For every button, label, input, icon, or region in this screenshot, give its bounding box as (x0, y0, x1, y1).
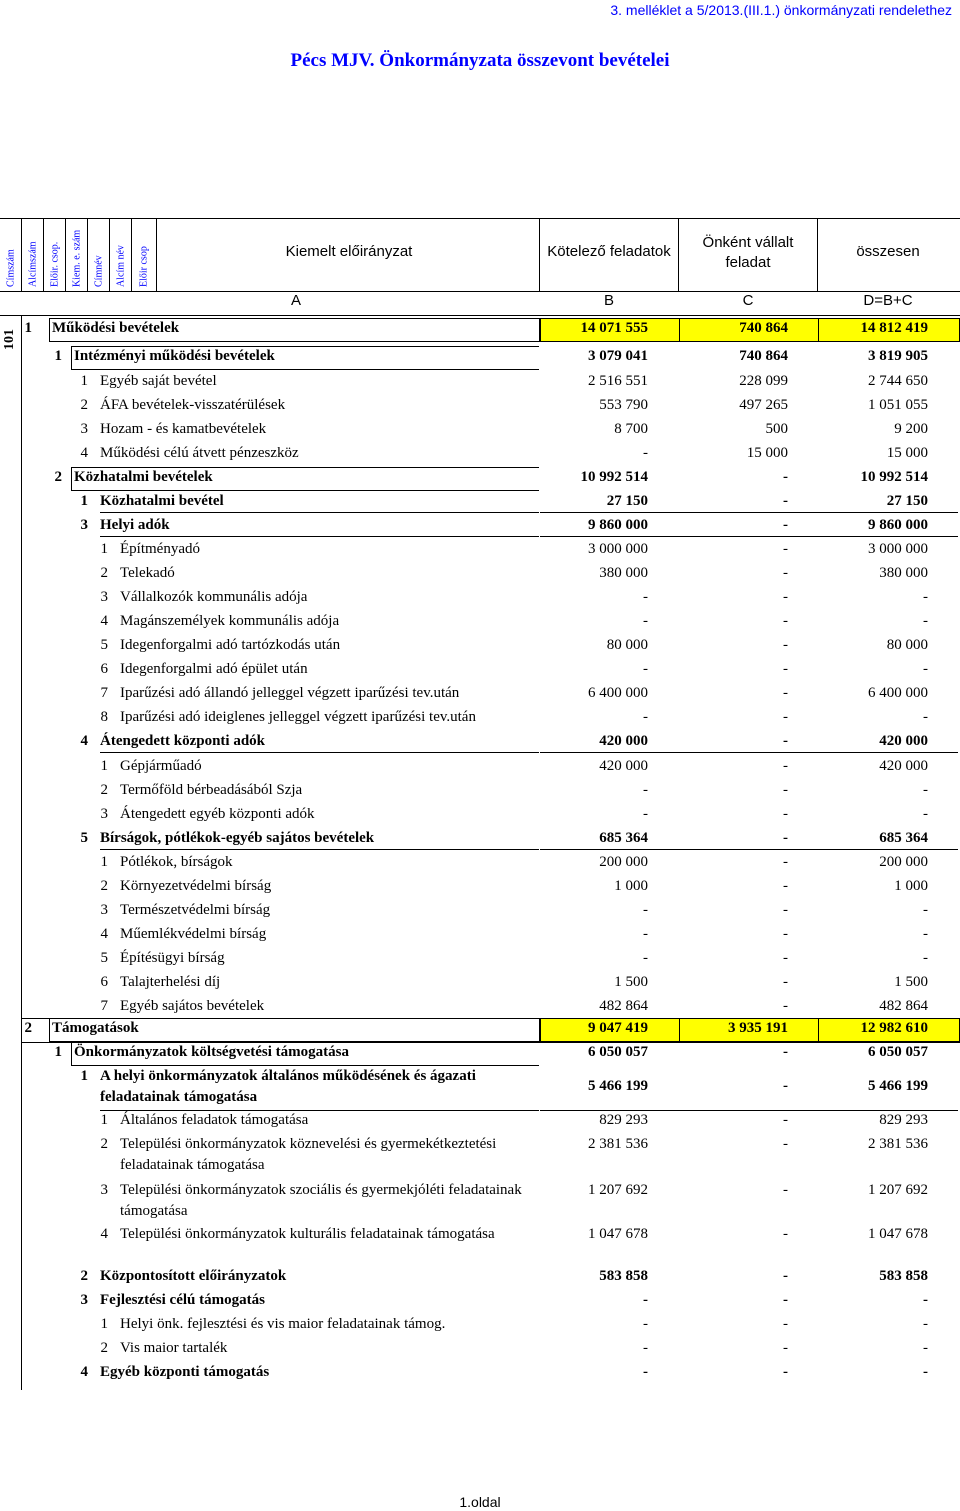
value-voluntary: - (783, 878, 788, 894)
row-label: Működési célú átvett pénzeszköz (100, 445, 299, 461)
row-number: 1 (80, 493, 88, 509)
row-number: 2 (24, 1020, 32, 1036)
header-col-kiem-szam (66, 219, 88, 291)
value-mandatory: - (643, 782, 648, 798)
value-total: - (923, 661, 928, 677)
value-voluntary: - (783, 926, 788, 942)
header-col-b: Kötelező feladatok (547, 243, 671, 260)
header-label: Előir csop (138, 246, 150, 287)
header-label: Alcím név (115, 245, 126, 287)
value-total: 9 860 000 (868, 517, 928, 533)
row-number: 2 (100, 1340, 108, 1356)
row-label: A helyi önkormányzatok általános működésének és ágazati feladatainak támogatása (100, 1068, 476, 1105)
value-total: 1 207 692 (868, 1182, 928, 1198)
row-number: 3 (100, 902, 108, 918)
value-total: 420 000 (879, 733, 928, 749)
value-mandatory: - (643, 661, 648, 677)
value-total: 3 819 905 (868, 348, 928, 364)
row-label: Hozam - és kamatbevételek (100, 421, 267, 437)
value-mandatory: - (643, 950, 648, 966)
row-number: 1 (100, 541, 108, 557)
value-voluntary: - (783, 1044, 788, 1060)
row-label: Idegenforgalmi adó épület után (120, 661, 308, 677)
row-number: 3 (80, 1292, 88, 1308)
row-number: 4 (80, 733, 88, 749)
row-label: Általános feladatok támogatása (120, 1112, 309, 1128)
value-mandatory: 9 860 000 (588, 517, 648, 533)
row-label: Működési bevételek (52, 320, 180, 336)
value-voluntary: - (783, 589, 788, 605)
value-voluntary: - (783, 637, 788, 653)
value-mandatory: 80 000 (606, 637, 648, 653)
value-total: 15 000 (886, 445, 928, 461)
value-voluntary: 497 265 (739, 397, 788, 413)
row-label: Helyi adók (100, 517, 170, 533)
value-voluntary: - (783, 830, 788, 846)
row-number: 3 (100, 589, 108, 605)
value-mandatory: 420 000 (599, 733, 648, 749)
value-voluntary: 15 000 (746, 445, 788, 461)
header-label: Alcímszám (27, 241, 38, 287)
value-mandatory: - (643, 709, 648, 725)
value-total: 12 982 610 (860, 1020, 928, 1036)
value-mandatory: 3 000 000 (588, 541, 648, 557)
row-number: 2 (80, 1268, 88, 1284)
value-mandatory: 200 000 (599, 854, 648, 870)
row-number: 1 (24, 320, 32, 336)
value-mandatory: 1 000 (614, 878, 648, 894)
value-total: - (923, 589, 928, 605)
value-voluntary: - (783, 782, 788, 798)
header-label: Kiem. e. szám (71, 229, 82, 287)
header-label: Címnév (93, 255, 104, 287)
value-mandatory: - (643, 1316, 648, 1332)
value-voluntary: - (783, 1078, 788, 1094)
value-voluntary: - (783, 1292, 788, 1308)
row-label: Telekadó (120, 565, 175, 581)
value-voluntary: - (783, 1226, 788, 1242)
value-voluntary: - (783, 998, 788, 1014)
value-mandatory: 420 000 (599, 758, 648, 774)
value-total: 14 812 419 (860, 320, 928, 336)
row-number: 3 (100, 806, 108, 822)
table-header (0, 218, 960, 292)
value-total: 1 051 055 (868, 397, 928, 413)
row-number: 1 (100, 1316, 108, 1332)
row-number: 5 (80, 830, 88, 846)
value-mandatory: 6 400 000 (588, 685, 648, 701)
value-mandatory: 2 516 551 (588, 373, 648, 389)
row-label: Építményadó (120, 541, 200, 557)
row-number: 4 (100, 613, 108, 629)
header-col-d: összesen (856, 243, 920, 260)
value-total: 5 466 199 (868, 1078, 928, 1094)
value-mandatory: 482 864 (599, 998, 648, 1014)
value-total: 583 858 (879, 1268, 928, 1284)
page-title: Pécs MJV. Önkormányzata összevont bevételei (290, 50, 670, 71)
letter-b: B (603, 292, 614, 309)
row-label: Egyéb saját bevétel (100, 373, 217, 389)
value-total: 2 744 650 (868, 373, 928, 389)
value-voluntary: - (783, 1268, 788, 1284)
value-total: 80 000 (886, 637, 928, 653)
value-voluntary: - (783, 1364, 788, 1380)
value-voluntary: - (783, 565, 788, 581)
row-number: 2 (100, 565, 108, 581)
value-mandatory: - (643, 613, 648, 629)
value-mandatory: - (643, 806, 648, 822)
value-mandatory: - (643, 589, 648, 605)
value-mandatory: 1 207 692 (588, 1182, 648, 1198)
letter-d: D=B+C (863, 292, 913, 309)
value-total: 2 381 536 (868, 1136, 928, 1152)
value-total: 6 400 000 (868, 685, 928, 701)
value-mandatory: 27 150 (606, 493, 648, 509)
value-voluntary: - (783, 1340, 788, 1356)
row-label: Helyi önk. fejlesztési és vis maior feladatainak támog. (120, 1316, 446, 1332)
row-underline (100, 512, 539, 513)
value-voluntary: - (783, 733, 788, 749)
row-label: Iparűzési adó állandó jelleggel végzett iparűzési tev.után (120, 685, 460, 701)
row-label: Átengedett központi adók (100, 733, 266, 749)
row-number: 7 (100, 685, 108, 701)
row-label: Egyéb sajátos bevételek (120, 998, 265, 1014)
value-voluntary: 740 864 (739, 320, 788, 336)
value-total: 1 500 (894, 974, 928, 990)
header-col-cimszam (0, 219, 22, 291)
value-total: 27 150 (886, 493, 928, 509)
row-label: Intézményi működési bevételek (74, 348, 275, 364)
row-number: 8 (100, 709, 108, 725)
value-total: - (923, 782, 928, 798)
header-col-c: Önként vállalt feladat (702, 234, 794, 271)
row-label: Műemlékvédelmi bírság (120, 926, 267, 942)
header-label: Címszám (5, 249, 16, 287)
header-col-cimnev (88, 219, 110, 291)
value-voluntary: - (783, 974, 788, 990)
row-number: 4 (100, 1226, 108, 1242)
value-mandatory: 5 466 199 (588, 1078, 648, 1094)
value-total: - (923, 1340, 928, 1356)
row-number: 1 (80, 1068, 88, 1084)
row-label: Vállalkozók kommunális adója (120, 589, 308, 605)
value-mandatory: 9 047 419 (588, 1020, 648, 1036)
annex-reference: 3. melléklet a 5/2013.(III.1.) önkormányzati rendelethez (610, 2, 952, 18)
row-underline (100, 752, 539, 753)
row-number: 6 (100, 661, 108, 677)
value-total: 685 364 (879, 830, 928, 846)
value-total: - (923, 926, 928, 942)
value-voluntary: - (783, 1112, 788, 1128)
letter-a: A (290, 292, 301, 309)
row-number: 2 (80, 397, 88, 413)
value-mandatory: 8 700 (614, 421, 648, 437)
value-voluntary: - (783, 1316, 788, 1332)
row-number: 1 (100, 854, 108, 870)
value-total: 420 000 (879, 758, 928, 774)
row-label: Bírságok, pótlékok-egyéb sajátos bevételek (100, 830, 375, 846)
value-mandatory: - (643, 1292, 648, 1308)
value-mandatory: 3 079 041 (588, 348, 648, 364)
value-total: 829 293 (879, 1112, 928, 1128)
value-voluntary: - (783, 613, 788, 629)
row-number: 4 (100, 926, 108, 942)
page-number: 1.oldal (459, 1494, 501, 1510)
value-total: 1 000 (894, 878, 928, 894)
value-total: 9 200 (894, 421, 928, 437)
row-number: 2 (54, 469, 62, 485)
row-label: Települési önkormányzatok köznevelési és gyermekétkeztetési feladatainak támogatása (120, 1136, 497, 1173)
value-voluntary: - (783, 1182, 788, 1198)
header-label: Előir. csop. (49, 241, 60, 287)
value-total: - (923, 709, 928, 725)
value-mandatory: 553 790 (599, 397, 648, 413)
row-label: Települési önkormányzatok kulturális feladatainak támogatása (120, 1226, 495, 1242)
row-number: 3 (100, 1182, 108, 1198)
row-label: Közhatalmi bevételek (74, 469, 213, 485)
value-mandatory: - (643, 1364, 648, 1380)
row-number: 2 (100, 878, 108, 894)
row-number: 4 (80, 445, 88, 461)
value-mandatory: 829 293 (599, 1112, 648, 1128)
row-number: 3 (80, 421, 88, 437)
value-total: 1 047 678 (868, 1226, 928, 1242)
row-number: 1 (54, 348, 62, 364)
header-col-eloir-csop (44, 219, 66, 291)
value-mandatory: - (643, 902, 648, 918)
row-underline (100, 1110, 539, 1111)
header-col-a: Kiemelt előirányzat (285, 243, 413, 260)
row-label: Fejlesztési célú támogatás (100, 1292, 265, 1308)
value-voluntary: - (783, 541, 788, 557)
row-underline (100, 536, 539, 537)
value-mandatory: 2 381 536 (588, 1136, 648, 1152)
row-number: 2 (100, 782, 108, 798)
row-number: 5 (100, 637, 108, 653)
value-total: 6 050 057 (868, 1044, 928, 1060)
row-label: Települési önkormányzatok szociális és gyermekjóléti feladatainak támogatása (120, 1182, 522, 1219)
value-voluntary: - (783, 661, 788, 677)
value-voluntary: - (783, 1136, 788, 1152)
value-mandatory: 685 364 (599, 830, 648, 846)
value-mandatory: - (643, 926, 648, 942)
row-label: Gépjárműadó (120, 758, 202, 774)
value-voluntary: 740 864 (739, 348, 788, 364)
value-total: 380 000 (879, 565, 928, 581)
row-number: 6 (100, 974, 108, 990)
row-number: 4 (80, 1364, 88, 1380)
row-label: Pótlékok, bírságok (120, 854, 233, 870)
value-voluntary: - (783, 854, 788, 870)
row-number: 1 (100, 1112, 108, 1128)
row-label: Termőföld bérbeadásából Szja (120, 782, 303, 798)
value-total: 200 000 (879, 854, 928, 870)
row-label: Közhatalmi bevétel (100, 493, 224, 509)
cimszam-label (2, 318, 20, 368)
row-label: Iparűzési adó ideiglenes jelleggel végzett iparűzési tev.után (120, 709, 476, 725)
value-mandatory: 14 071 555 (580, 320, 648, 336)
value-total: - (923, 902, 928, 918)
value-total: - (923, 1292, 928, 1308)
value-voluntary: - (783, 806, 788, 822)
row-label: Központosított előirányzatok (100, 1268, 287, 1284)
row-label: Vis maior tartalék (120, 1340, 228, 1356)
value-mandatory: - (643, 445, 648, 461)
value-total: 3 000 000 (868, 541, 928, 557)
value-mandatory: 1 500 (614, 974, 648, 990)
row-underline (100, 849, 539, 850)
row-number: 1 (80, 373, 88, 389)
value-total: - (923, 806, 928, 822)
row-label: Természetvédelmi bírság (120, 902, 271, 918)
value-total: 10 992 514 (860, 469, 928, 485)
row-label: Környezetvédelmi bírság (120, 878, 272, 894)
value-voluntary: - (783, 493, 788, 509)
row-label: Átengedett egyéb központi adók (120, 806, 315, 822)
row-label: Építésügyi bírság (120, 950, 225, 966)
value-voluntary: - (783, 517, 788, 533)
row-label: Önkormányzatok költségvetési támogatása (74, 1044, 349, 1060)
header-col-eloir-csop-2 (132, 219, 157, 291)
value-mandatory: 1 047 678 (588, 1226, 648, 1242)
value-total: - (923, 1364, 928, 1380)
value-voluntary: - (783, 902, 788, 918)
value-voluntary: - (783, 709, 788, 725)
value-voluntary: - (783, 469, 788, 485)
row-label: Egyéb központi támogatás (100, 1364, 270, 1380)
row-label: Idegenforgalmi adó tartózkodás után (120, 637, 341, 653)
value-voluntary: - (783, 685, 788, 701)
row-number: 7 (100, 998, 108, 1014)
cimszam-value: 101 (2, 329, 17, 350)
header-col-alcim-nev (110, 219, 132, 291)
row-number: 1 (54, 1044, 62, 1060)
row-label: ÁFA bevételek-visszatérülések (100, 397, 286, 413)
row-number: 5 (100, 950, 108, 966)
value-mandatory: 380 000 (599, 565, 648, 581)
value-total: - (923, 613, 928, 629)
value-total: - (923, 1316, 928, 1332)
value-voluntary: - (783, 950, 788, 966)
header-col-alcimszam (22, 219, 44, 291)
row-number: 1 (100, 758, 108, 774)
value-mandatory: 6 050 057 (588, 1044, 648, 1060)
letter-c: C (742, 292, 754, 309)
row-number: 2 (100, 1136, 108, 1152)
row-number: 3 (80, 517, 88, 533)
value-voluntary: 3 935 191 (728, 1020, 788, 1036)
value-voluntary: 228 099 (739, 373, 788, 389)
row-label: Magánszemélyek kommunális adója (120, 613, 340, 629)
value-mandatory: - (643, 1340, 648, 1356)
value-mandatory: 10 992 514 (580, 469, 648, 485)
value-total: - (923, 950, 928, 966)
value-voluntary: - (783, 758, 788, 774)
value-voluntary: 500 (765, 421, 788, 437)
value-mandatory: 583 858 (599, 1268, 648, 1284)
value-total: 482 864 (879, 998, 928, 1014)
row-label: Talajterhelési díj (120, 974, 221, 990)
row-label: Támogatások (52, 1020, 139, 1036)
